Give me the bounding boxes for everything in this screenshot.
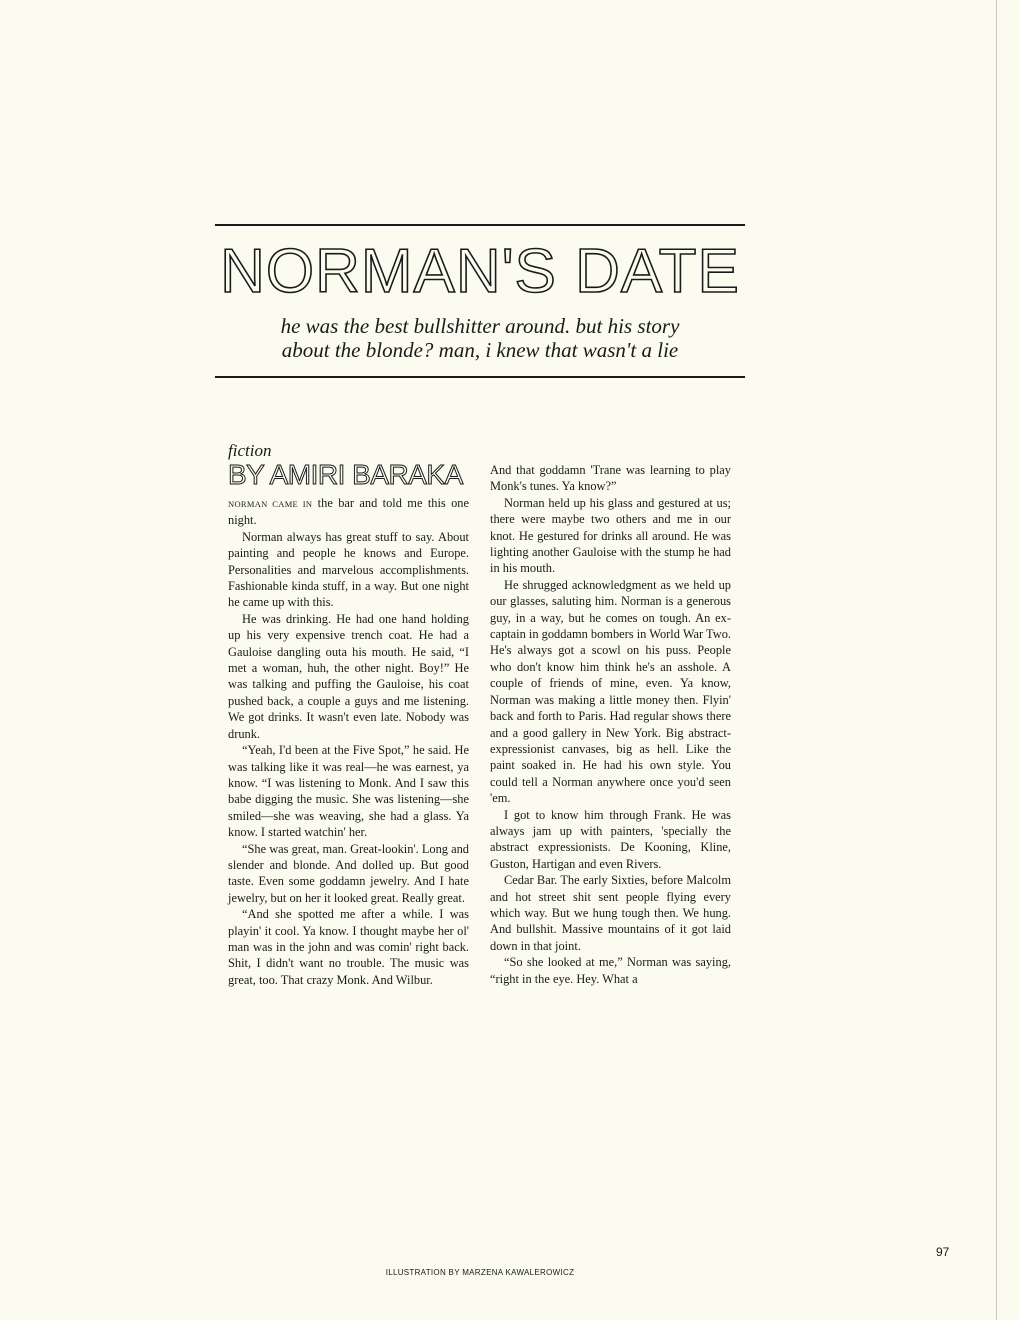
page-number: 97 [936, 1245, 950, 1259]
paragraph: He shrugged acknowledgment as we held up our glasses, saluting him. Norman is a generous guy, in a way, but he comes on tough. An ex-captain in goddamn bombers in World War Two. He's always got a scowl on his puss. People who don't know him think he's an asshole. A couple of friends of mine, even. Ya know, Norman was making a little money then. Flyin' back and forth to Paris. Had regular shows there and a good gallery in New York. Big abstract-expressionist canvases, big as hell. Like the paint soaked in. He had his own style. You could tell a Norman anywhere once you'd seen 'em. [490, 577, 731, 806]
page-edge-rule [996, 0, 997, 1320]
paragraph: “So she looked at me,” Norman was saying, “right in the eye. Hey. What a [490, 955, 731, 986]
lead-in: NORMAN CAME IN [228, 499, 313, 509]
continued-paragraph: And that goddamn 'Trane was learning to play Monk's tunes. Ya know?” [490, 463, 731, 494]
paragraph: “Yeah, I'd been at the Five Spot,” he said. He was talking like it was real—he was earnest, ya know. “I was listening to Monk. And I saw this babe digging the music. She was listening—she smiled—she was weaving, she had a glass. Ya know. I started watchin' her. [228, 743, 469, 840]
article-title: NORMAN'S DATE [220, 237, 740, 306]
paragraph: Norman always has great stuff to say. About painting and people he knows and Europe. Personalities and marvelous accomplishments. Fashionable kinda stuff, in a way. But one night he came up with this. [228, 529, 469, 610]
dek-line: about the blonde? man, i knew that wasn't a lie [281, 338, 679, 362]
paragraph: “She was great, man. Great-lookin'. Long and slender and blonde. And dolled up. But good taste. Even some goddamn jewelry. And I hate jewelry, but on her it looked great. Really great. [228, 841, 469, 905]
section-label: fiction [228, 441, 272, 460]
paragraph: I got to know him through Frank. He was always jam up with painters, 'specially the abstract expressionists. De Kooning, Kline, Guston, Hartigan and even Rivers. [490, 807, 731, 871]
paragraph: He was drinking. He had one hand holding up his very expensive trench coat. He had a Gauloise dangling outa his mouth. He said, “I met a woman, huh, the other night. Boy!” He was talking and puffing the Gauloise, his coat pushed back, a couple a guys and me listening. We got drinks. It wasn't even late. Nobody was drunk. [228, 611, 469, 741]
paragraph: “And she spotted me after a while. I was playin' it cool. Ya know. I thought maybe her ol' man was in the john and was comin' right back. Shit, I didn't want no trouble. The music was great, too. That crazy Monk. And Wilbur. [228, 907, 469, 987]
paragraph: Norman held up his glass and gestured at us; there were maybe two others and me in our knot. He gestured for drinks all around. He was lighting another Gauloise with the stump he had in his mouth. [490, 495, 731, 576]
byline: BY AMIRI BARAKA [228, 459, 463, 490]
text-column-left [228, 495, 469, 988]
opening-paragraph [228, 495, 469, 529]
illustration-credit: ILLUSTRATION BY MARZENA KAWALEROWICZ [385, 1268, 575, 1277]
paragraph: Cedar Bar. The early Sixties, before Malcolm and hot street shit sent people flying every which way. But we hung tough then. We hung. And bullshit. Massive mountains of it got laid down in that joint. [490, 873, 731, 953]
article-dek [215, 314, 745, 362]
title-bottom-rule [215, 376, 745, 378]
text-column-right [490, 462, 731, 987]
opening-text: the bar and told me this one night. [228, 496, 469, 528]
title-top-rule [215, 224, 745, 226]
dek-line: he was the best bullshitter around. but his story [280, 314, 680, 338]
